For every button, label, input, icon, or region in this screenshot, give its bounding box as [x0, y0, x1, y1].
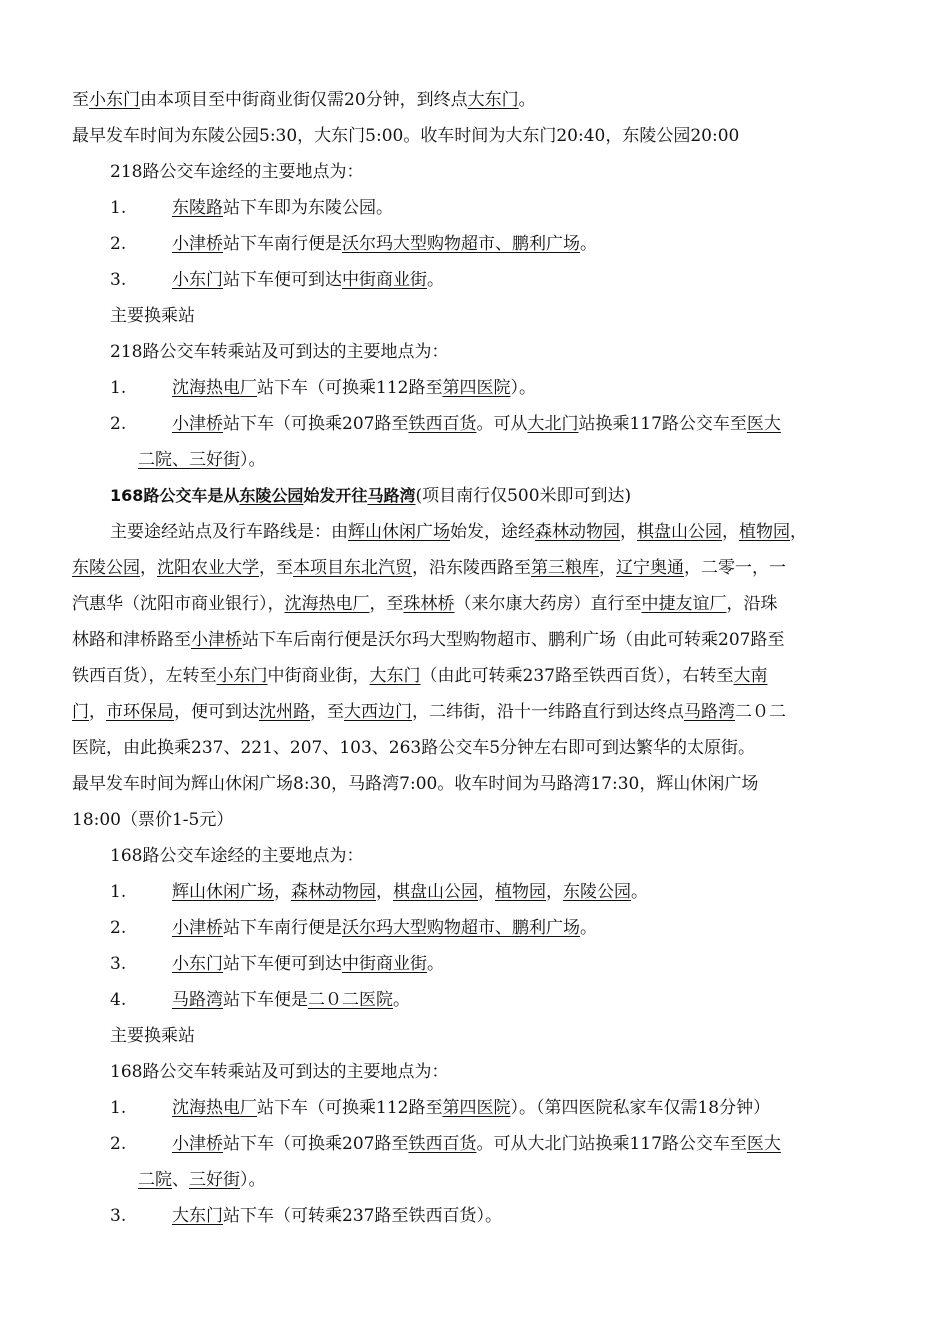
text-segment: ，	[790, 522, 807, 542]
text-segment: 。可从	[476, 414, 528, 434]
place-name: 大东门	[467, 90, 519, 110]
text-segment: （来尔康大药房）直行至	[454, 594, 642, 614]
place-name: 小东门	[172, 954, 223, 974]
text-segment: 铁西百货），左转至	[72, 666, 217, 686]
text-segment: 汽惠华（沈阳市商业银行），	[72, 594, 285, 614]
place-name: 第四医院	[442, 378, 511, 398]
list-item	[110, 1204, 502, 1228]
text-segment: 站下车南行便是	[223, 234, 342, 254]
text-segment: 、	[172, 1170, 189, 1190]
list-item	[110, 988, 410, 1012]
place-name: 第四医院	[442, 1098, 511, 1118]
text-segment: 。	[393, 990, 410, 1010]
text-segment: ）。（第四医院私家车仅需18分钟）	[510, 1098, 771, 1118]
place-name: 棋盘山公园	[393, 882, 478, 902]
list-number: 1.	[110, 198, 127, 218]
text-segment: 。	[518, 90, 536, 110]
place-name: 大南	[733, 666, 768, 686]
list-number: 2.	[110, 1134, 127, 1154]
list-item	[110, 376, 536, 400]
list-number: 3.	[110, 1206, 127, 1226]
list-item	[110, 1132, 781, 1156]
place-name: 小东门	[172, 270, 223, 290]
route-168-heading	[110, 484, 631, 508]
list-item	[110, 196, 393, 220]
text-segment: 168路公交车途经的主要地点为：	[110, 846, 364, 866]
place-name: 三好街	[189, 1170, 240, 1190]
list-item	[110, 412, 781, 436]
text-line	[72, 664, 767, 688]
text-segment: ）。	[240, 1170, 266, 1190]
place-name: 市环保局	[106, 702, 174, 722]
list-number: 2.	[110, 234, 127, 254]
place-name: 沃尔玛大型购物超市、鹏利广场	[342, 918, 580, 938]
place-name: 植物园	[739, 522, 790, 542]
text-segment: 。	[580, 918, 597, 938]
place-name: 二院、三好街	[138, 450, 240, 470]
place-name: 中街商业街	[342, 270, 427, 290]
place-name: 森林动物园	[291, 882, 376, 902]
place-name: 中捷友谊厂	[641, 594, 727, 614]
place-name: 辉山休闲广场	[348, 522, 450, 542]
text-line	[110, 844, 363, 868]
text-segment: ，至	[369, 594, 404, 614]
text-segment: 168路公交车是从	[110, 486, 240, 505]
text-line	[72, 628, 784, 652]
place-name: 小津桥	[191, 630, 242, 650]
text-segment: 218路公交车途经的主要地点为：	[110, 162, 364, 182]
list-item	[110, 880, 648, 904]
text-segment: 最早发车时间为东陵公园5:30，大东门5:00。收车时间为大东门20:40，东陵公园20:00	[72, 126, 740, 146]
text-segment: 站下车便可到达	[223, 270, 342, 290]
text-segment: 218路公交车转乘站及可到达的主要地点为：	[110, 342, 449, 362]
text-segment: 站下车（可换乘207路至	[223, 414, 409, 434]
text-segment: 站下车（可换乘112路至	[257, 378, 443, 398]
text-segment: 站换乘117路公交车至	[578, 414, 747, 434]
text-line	[72, 592, 778, 616]
text-segment: （由此可转乘237路至铁西百货），右转至	[420, 666, 734, 686]
list-number: 1.	[110, 882, 127, 902]
place-name: 沃尔玛大型购物超市、鹏利广场	[342, 234, 580, 254]
section-heading	[110, 1024, 195, 1048]
place-name: 医大	[746, 1134, 781, 1154]
text-segment: 站下车（可换乘207路至	[223, 1134, 409, 1154]
list-number: 1.	[110, 1098, 127, 1118]
text-segment: 二０二	[735, 702, 786, 722]
section-heading	[110, 304, 195, 328]
text-segment: 站下车便可到达	[223, 954, 342, 974]
place-name: 小东门	[89, 90, 140, 110]
place-name: 中街商业街	[342, 954, 427, 974]
text-segment: 站下车即为东陵公园。	[223, 198, 393, 218]
place-name: 东陵路	[172, 198, 223, 218]
place-name: 小津桥	[172, 414, 223, 434]
text-line	[72, 700, 786, 724]
place-name: 小津桥	[172, 234, 223, 254]
list-item	[110, 1096, 770, 1120]
text-segment: 至	[72, 90, 89, 110]
place-name: 医大	[746, 414, 781, 434]
text-segment: ，沿珠	[726, 594, 778, 614]
text-segment: ，沿东陵西路至	[412, 558, 531, 578]
text-segment: ，二纬街，沿十一纬路直行到达终点	[412, 702, 684, 722]
text-line	[110, 1060, 448, 1084]
text-segment: 。	[427, 954, 444, 974]
text-segment: 主要途经站点及行车路线是：由	[110, 522, 348, 542]
text-segment: ，便可到达	[174, 702, 259, 722]
text-line	[138, 1168, 266, 1192]
place-name: 沈海热电厂	[172, 378, 257, 398]
place-name: 本项目东北汽贸	[293, 558, 412, 578]
place-name: 植物园	[495, 882, 546, 902]
place-name: 小津桥	[172, 1134, 223, 1154]
text-line	[72, 88, 536, 112]
place-name: 铁西百货	[408, 1134, 477, 1154]
text-segment: 中街商业街，	[267, 666, 370, 686]
text-line	[110, 520, 807, 544]
text-segment: 。	[427, 270, 444, 290]
text-segment: ，	[140, 558, 157, 578]
place-name: 铁西百货	[408, 414, 477, 434]
place-name: 二０二医院	[308, 990, 393, 1010]
text-segment: 。	[580, 234, 597, 254]
place-name: 沈州路	[259, 702, 310, 722]
text-segment: 18:00（票价1-5元）	[72, 810, 234, 830]
place-name: 沈阳农业大学	[157, 558, 259, 578]
place-name: 沈海热电厂	[284, 594, 370, 614]
text-segment: 站下车便是	[223, 990, 308, 1010]
text-segment: 站下车（可转乘237路至铁西百货）。	[223, 1206, 502, 1226]
place-name: 马路湾	[367, 486, 416, 505]
list-item	[110, 268, 444, 292]
list-item	[110, 952, 444, 976]
place-name: 珠林桥	[403, 594, 455, 614]
place-name: 马路湾	[172, 990, 223, 1010]
text-segment: ，至	[310, 702, 344, 722]
place-name: 棋盘山公园	[637, 522, 722, 542]
place-name: 大西边门	[344, 702, 412, 722]
text-segment: 由本项目至中街商业街仅需20分钟，到终点	[140, 90, 468, 110]
place-name: 大北门	[527, 414, 579, 434]
text-segment: ，二零一，一	[684, 558, 786, 578]
list-item	[110, 916, 597, 940]
text-segment: 主要换乘站	[110, 1026, 195, 1046]
list-number: 1.	[110, 378, 127, 398]
text-segment: ，	[274, 882, 291, 902]
text-segment: ，	[478, 882, 495, 902]
place-name: 森林动物园	[535, 522, 620, 542]
text-segment: 站下车（可换乘112路至	[257, 1098, 443, 1118]
place-name: 二院	[138, 1170, 172, 1190]
text-segment: 始发，途经	[450, 522, 535, 542]
place-name: 门	[72, 702, 89, 722]
place-name: 大东门	[369, 666, 421, 686]
text-segment: 站下车南行便是	[223, 918, 342, 938]
text-segment: ，至	[259, 558, 293, 578]
text-segment: 始发开往	[303, 486, 368, 505]
text-segment: 林路和津桥路至	[72, 630, 191, 650]
place-name: 东陵公园	[239, 486, 304, 505]
text-segment: ，	[89, 702, 106, 722]
list-number: 3.	[110, 270, 127, 290]
text-segment: 168路公交车转乘站及可到达的主要地点为：	[110, 1062, 449, 1082]
list-number: 2.	[110, 918, 127, 938]
place-name: 大东门	[172, 1206, 223, 1226]
text-segment: ）。	[510, 378, 536, 398]
text-line	[110, 160, 363, 184]
place-name: 辽宁奥通	[616, 558, 684, 578]
place-name: 沈海热电厂	[172, 1098, 257, 1118]
list-item	[110, 232, 597, 256]
text-segment: 最早发车时间为辉山休闲广场8:30，马路湾7:00。收车时间为马路湾17:30，辉山休闲广场	[72, 774, 759, 794]
text-segment: ，	[376, 882, 393, 902]
place-name: 小津桥	[172, 918, 223, 938]
text-segment: ，	[546, 882, 563, 902]
list-number: 4.	[110, 990, 127, 1010]
place-name: 东陵公园	[72, 558, 140, 578]
text-line	[72, 556, 786, 580]
text-segment: ）。	[240, 450, 266, 470]
text-line	[72, 808, 233, 832]
text-segment: 。可从大北门站换乘117路公交车至	[476, 1134, 747, 1154]
text-line	[72, 124, 739, 148]
text-segment: 站下车后南行便是沃尔玛大型购物超市、鹏利广场（由此可转乘207路至	[242, 630, 785, 650]
text-segment: ，	[722, 522, 739, 542]
text-line	[138, 448, 266, 472]
text-segment: ，	[599, 558, 616, 578]
text-segment: (项目南行仅500米即可到达)	[415, 486, 632, 506]
place-name: 第三粮库	[531, 558, 599, 578]
text-segment: 医院，由此换乘237、221、207、103、263路公交车5分钟左右即可到达繁华的太原街。	[72, 738, 756, 758]
text-segment: 。	[631, 882, 648, 902]
place-name: 马路湾	[684, 702, 735, 722]
text-segment: 主要换乘站	[110, 306, 195, 326]
place-name: 东陵公园	[563, 882, 631, 902]
place-name: 小东门	[216, 666, 268, 686]
place-name: 辉山休闲广场	[172, 882, 274, 902]
list-number: 3.	[110, 954, 127, 974]
text-line	[72, 772, 758, 796]
list-number: 2.	[110, 414, 127, 434]
text-line	[110, 340, 448, 364]
text-segment: ，	[620, 522, 637, 542]
text-line	[72, 736, 755, 760]
